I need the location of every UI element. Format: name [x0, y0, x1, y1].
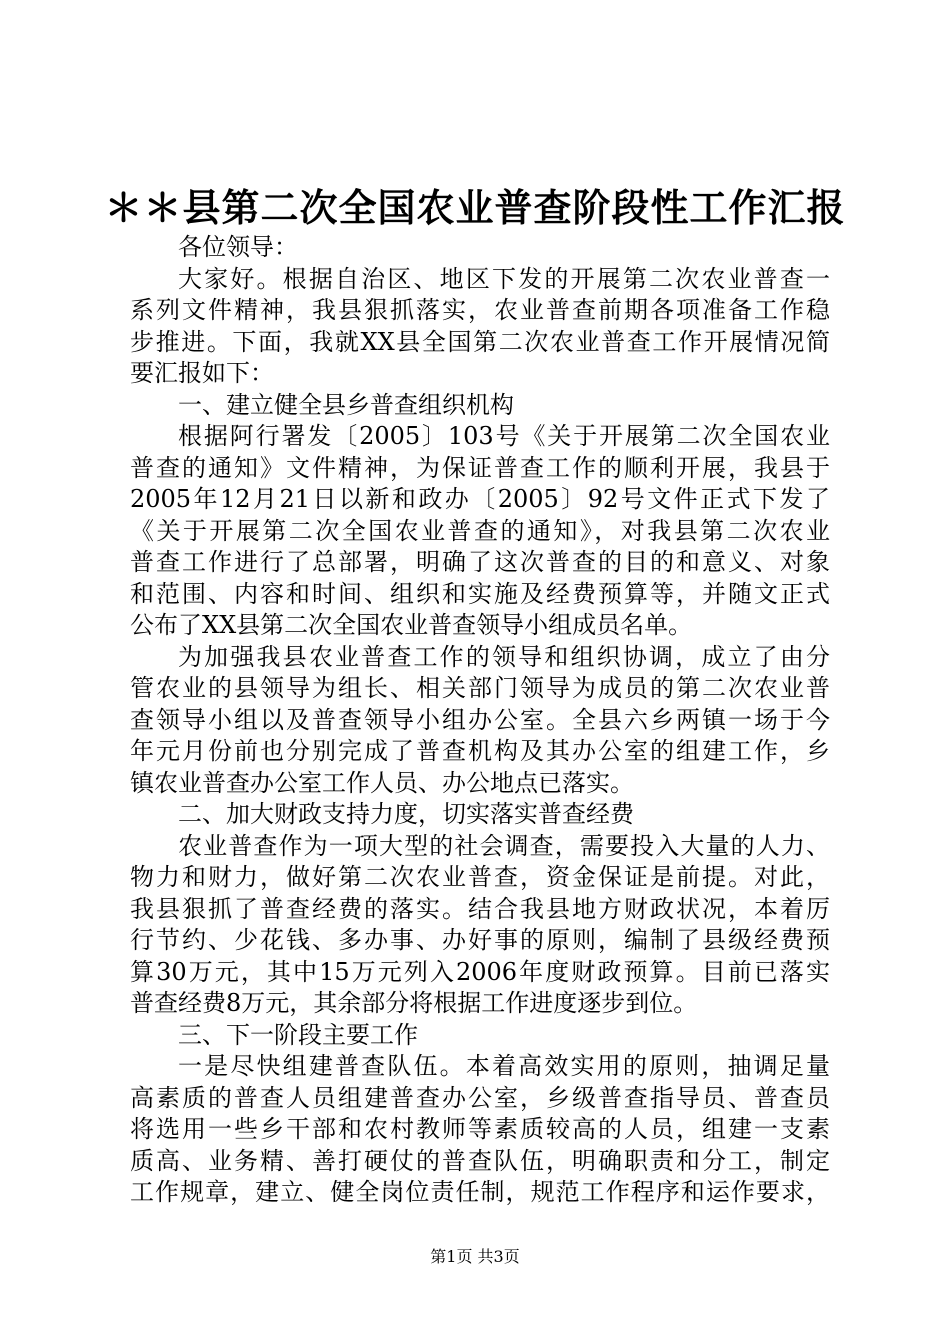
paragraph-line: 大家好。根据自治区、地区下发的开展第二次农业普查一	[178, 264, 830, 293]
paragraph-line: 和范围、内容和时间、组织和实施及经费预算等，并随文正式	[130, 579, 830, 608]
section-heading: 三、下一阶段主要工作	[178, 1020, 418, 1049]
paragraph-line: 查领导小组以及普查领导小组办公室。全县六乡两镇一场于今	[130, 705, 830, 734]
paragraph-line: 普查工作进行了总部署，明确了这次普查的目的和意义、对象	[130, 548, 830, 576]
paragraph-line: 物力和财力，做好第二次农业普查，资金保证是前提。对此，	[130, 863, 830, 891]
paragraph-line: 普查的通知》文件精神，为保证普查工作的顺利开展，我县于	[130, 453, 830, 482]
paragraph-line: 管农业的县领导为组长、相关部门领导为成员的第二次农业普	[130, 674, 830, 702]
paragraph-line: 工作规章，建立、健全岗位责任制，规范工作程序和运作要求，	[130, 1178, 830, 1206]
paragraph-line: 要汇报如下：	[130, 359, 274, 387]
paragraph-line: 《关于开展第二次全国农业普查的通知》，对我县第二次农业	[130, 516, 830, 545]
section-heading: 二、加大财政支持力度，切实落实普查经费	[178, 800, 634, 828]
paragraph-line: 年元月份前也分别完成了普查机构及其办公室的组建工作，乡	[130, 737, 830, 765]
paragraph-line: 质高、业务精、善打硬仗的普查队伍，明确职责和分工，制定	[130, 1146, 830, 1175]
paragraph-line: 高素质的普查人员组建普查办公室，乡级普查指导员、普查员	[130, 1083, 830, 1112]
paragraph-line: 根据阿行署发〔2005〕103号《关于开展第二次全国农业	[178, 422, 830, 450]
section-heading: 一、建立健全县乡普查组织机构	[178, 390, 514, 419]
paragraph-line: 普查经费8万元，其余部分将根据工作进度逐步到位。	[130, 989, 698, 1017]
paragraph-line: 步推进。下面，我就XX县全国第二次农业普查工作开展情况简	[130, 327, 830, 356]
paragraph-line: 算30万元，其中15万元列入2006年度财政预算。目前已落实	[130, 957, 830, 986]
paragraph-line: 公布了XX县第二次全国农业普查领导小组成员名单。	[130, 611, 693, 639]
paragraph-line: 各位领导：	[178, 233, 298, 261]
paragraph-line: 为加强我县农业普查工作的领导和组织协调，成立了由分	[178, 642, 830, 671]
paragraph-line: 我县狠抓了普查经费的落实。结合我县地方财政状况，本着厉	[130, 894, 830, 923]
paragraph-line: 行节约、少花钱、多办事、办好事的原则，编制了县级经费预	[130, 926, 830, 954]
paragraph-line: 系列文件精神，我县狠抓落实，农业普查前期各项准备工作稳	[130, 296, 830, 324]
paragraph-line: 一是尽快组建普查队伍。本着高效实用的原则，抽调足量	[178, 1052, 830, 1080]
paragraph-line: 2005年12月21日以新和政办〔2005〕92号文件正式下发了	[130, 485, 830, 513]
page-footer: 第1页 共3页	[430, 1247, 520, 1266]
document-title: ＊＊县第二次全国农业普查阶段性工作汇报	[104, 185, 846, 230]
paragraph-line: 农业普查作为一项大型的社会调查，需要投入大量的人力、	[178, 831, 830, 860]
paragraph-line: 将选用一些乡干部和农村教师等素质较高的人员，组建一支素	[130, 1115, 830, 1143]
paragraph-line: 镇农业普查办公室工作人员、办公地点已落实。	[130, 768, 634, 797]
document-body	[130, 232, 830, 1209]
